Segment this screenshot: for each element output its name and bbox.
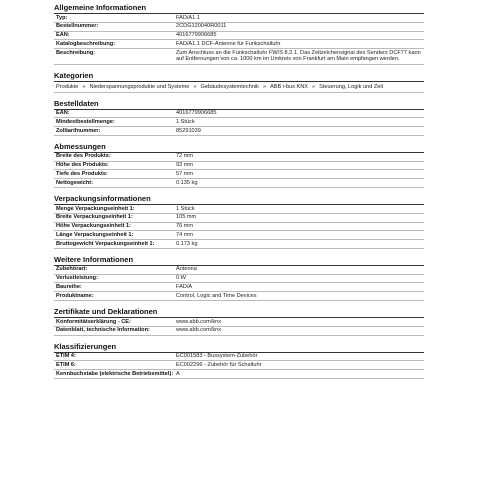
table-row (54, 318, 424, 326)
table-row (54, 222, 424, 231)
table-row (54, 361, 424, 370)
property-label: Beschreibung: (54, 49, 174, 64)
table-row (54, 353, 424, 361)
category-breadcrumb (54, 82, 424, 93)
property-label: Höhe des Produkts: (54, 161, 174, 170)
table-row (54, 170, 424, 179)
table-row (54, 231, 424, 240)
property-value: 105 mm (174, 213, 424, 222)
property-table (54, 110, 424, 136)
table-row (54, 326, 424, 335)
section-zertifikate-und-deklarationen (54, 307, 424, 336)
property-value: 4016779906685 (174, 110, 424, 118)
property-value: 0.135 kg (174, 179, 424, 188)
table-row (54, 274, 424, 283)
property-value: Zum Anschluss an die Funkschaltuhr FW/S 8.2.1. Das Zeitzeichensignal des Senders DCF77 kann auf Entfernungen von ca. 1000 km im Umkreis von Frankfurt am Main empfangen werden. (174, 49, 424, 64)
property-table (54, 318, 424, 336)
property-value: 72 mm (174, 153, 424, 161)
property-label: Menge Verpackungseinheit 1: (54, 205, 174, 213)
datasheet-page (54, 0, 424, 379)
section-verpackungsinformationen (54, 194, 424, 249)
property-value: EC002296 - Zubehör für Schaltuhr (174, 361, 424, 370)
property-table (54, 266, 424, 301)
breadcrumb-separator: » (312, 83, 316, 90)
section-title: Verpackungsinformationen (54, 194, 424, 205)
property-value: 1 Stück (174, 205, 424, 213)
table-row (54, 283, 424, 292)
category-item: Gebäudesystemtechnik (200, 83, 259, 90)
section-title: Klassifizierungen (54, 342, 424, 353)
property-value: Antenna (174, 266, 424, 274)
table-row (54, 240, 424, 249)
property-value: 0.173 kg (174, 240, 424, 249)
table-row (54, 22, 424, 31)
property-label: Zubehörart: (54, 266, 174, 274)
property-value: 1 Stück (174, 118, 424, 127)
property-label: Tiefe des Produkts: (54, 170, 174, 179)
property-label: Bruttogewicht Verpackungseinheit 1: (54, 240, 174, 249)
property-label: Verlustleistung: (54, 274, 174, 283)
property-table (54, 353, 424, 379)
table-row (54, 110, 424, 118)
property-label: Höhe Verpackungseinheit 1: (54, 222, 174, 231)
property-value: 0 W (174, 274, 424, 283)
table-row (54, 14, 424, 22)
category-item: Niederspannungsprodukte und Systeme (89, 83, 190, 90)
property-label: Konformitätserklärung - CE: (54, 318, 174, 326)
table-row (54, 127, 424, 136)
section-title: Bestelldaten (54, 99, 424, 110)
table-row (54, 40, 424, 49)
section-title: Allgemeine Informationen (54, 3, 424, 14)
table-row (54, 179, 424, 188)
property-label: EAN: (54, 110, 174, 118)
breadcrumb-separator: » (82, 83, 86, 90)
section-title: Kategorien (54, 71, 424, 82)
property-label: Breite des Produkts: (54, 153, 174, 161)
table-row (54, 292, 424, 301)
property-value: A (174, 370, 424, 379)
property-label: Produktname: (54, 292, 174, 301)
section-title: Abmessungen (54, 142, 424, 153)
section-allgemeine-informationen (54, 3, 424, 65)
table-row (54, 161, 424, 170)
property-value: 2CDG120040R0011 (174, 22, 424, 31)
breadcrumb-separator: » (193, 83, 197, 90)
property-label: Länge Verpackungseinheit 1: (54, 231, 174, 240)
property-label: Nettogewicht: (54, 179, 174, 188)
property-value: FAD/A1.1 DCF-Antenne für Funkschaltuhr (174, 40, 424, 49)
property-label: Breite Verpackungseinheit 1: (54, 213, 174, 222)
property-label: Zolltarifnummer: (54, 127, 174, 136)
section-weitere-informationen (54, 255, 424, 301)
property-label: Bestellnummer: (54, 22, 174, 31)
section-bestelldaten (54, 99, 424, 136)
property-value: Control, Logic and Time Devices (174, 292, 424, 301)
table-row (54, 205, 424, 213)
property-label: Mindestbestellmenge: (54, 118, 174, 127)
property-label: Katalogbeschreibung: (54, 40, 174, 49)
table-row (54, 213, 424, 222)
section-kategorien (54, 71, 424, 93)
property-table (54, 205, 424, 249)
property-value: 74 mm (174, 231, 424, 240)
property-value: EC001583 - Bussystem-Zubehör (174, 353, 424, 361)
table-row (54, 49, 424, 64)
property-value: www.abb.com/knx (174, 318, 424, 326)
category-item: Produkte (56, 83, 79, 90)
section-abmessungen (54, 142, 424, 188)
property-value: 76 mm (174, 222, 424, 231)
property-value: www.abb.com/knx (174, 326, 424, 335)
category-item: ABB i-bus KNX (270, 83, 308, 90)
table-row (54, 370, 424, 379)
property-table (54, 14, 424, 65)
section-title: Weitere Informationen (54, 255, 424, 266)
property-value: FAD/A (174, 283, 424, 292)
property-value: FAD/A1.1 (174, 14, 424, 22)
section-title: Zertifikate und Deklarationen (54, 307, 424, 318)
property-label: ETIM 6: (54, 361, 174, 370)
property-label: ETIM 4: (54, 353, 174, 361)
table-row (54, 118, 424, 127)
property-value: 4016779906685 (174, 31, 424, 40)
property-value: 57 mm (174, 170, 424, 179)
property-value: 93 mm (174, 161, 424, 170)
table-row (54, 31, 424, 40)
table-row (54, 153, 424, 161)
property-label: Typ: (54, 14, 174, 22)
property-value: 85291039 (174, 127, 424, 136)
property-label: Kennbuchstabe (elektrische Betriebsmittel): (56, 370, 174, 377)
property-label: Baureihe: (54, 283, 174, 292)
table-row (54, 266, 424, 274)
category-item: Steuerung, Logik und Zeit (319, 83, 384, 90)
property-table (54, 153, 424, 188)
section-klassifizierungen (54, 342, 424, 379)
property-label: Datenblatt, technische Information: (54, 326, 174, 335)
breadcrumb-separator: » (262, 83, 267, 90)
property-label: EAN: (54, 31, 174, 40)
